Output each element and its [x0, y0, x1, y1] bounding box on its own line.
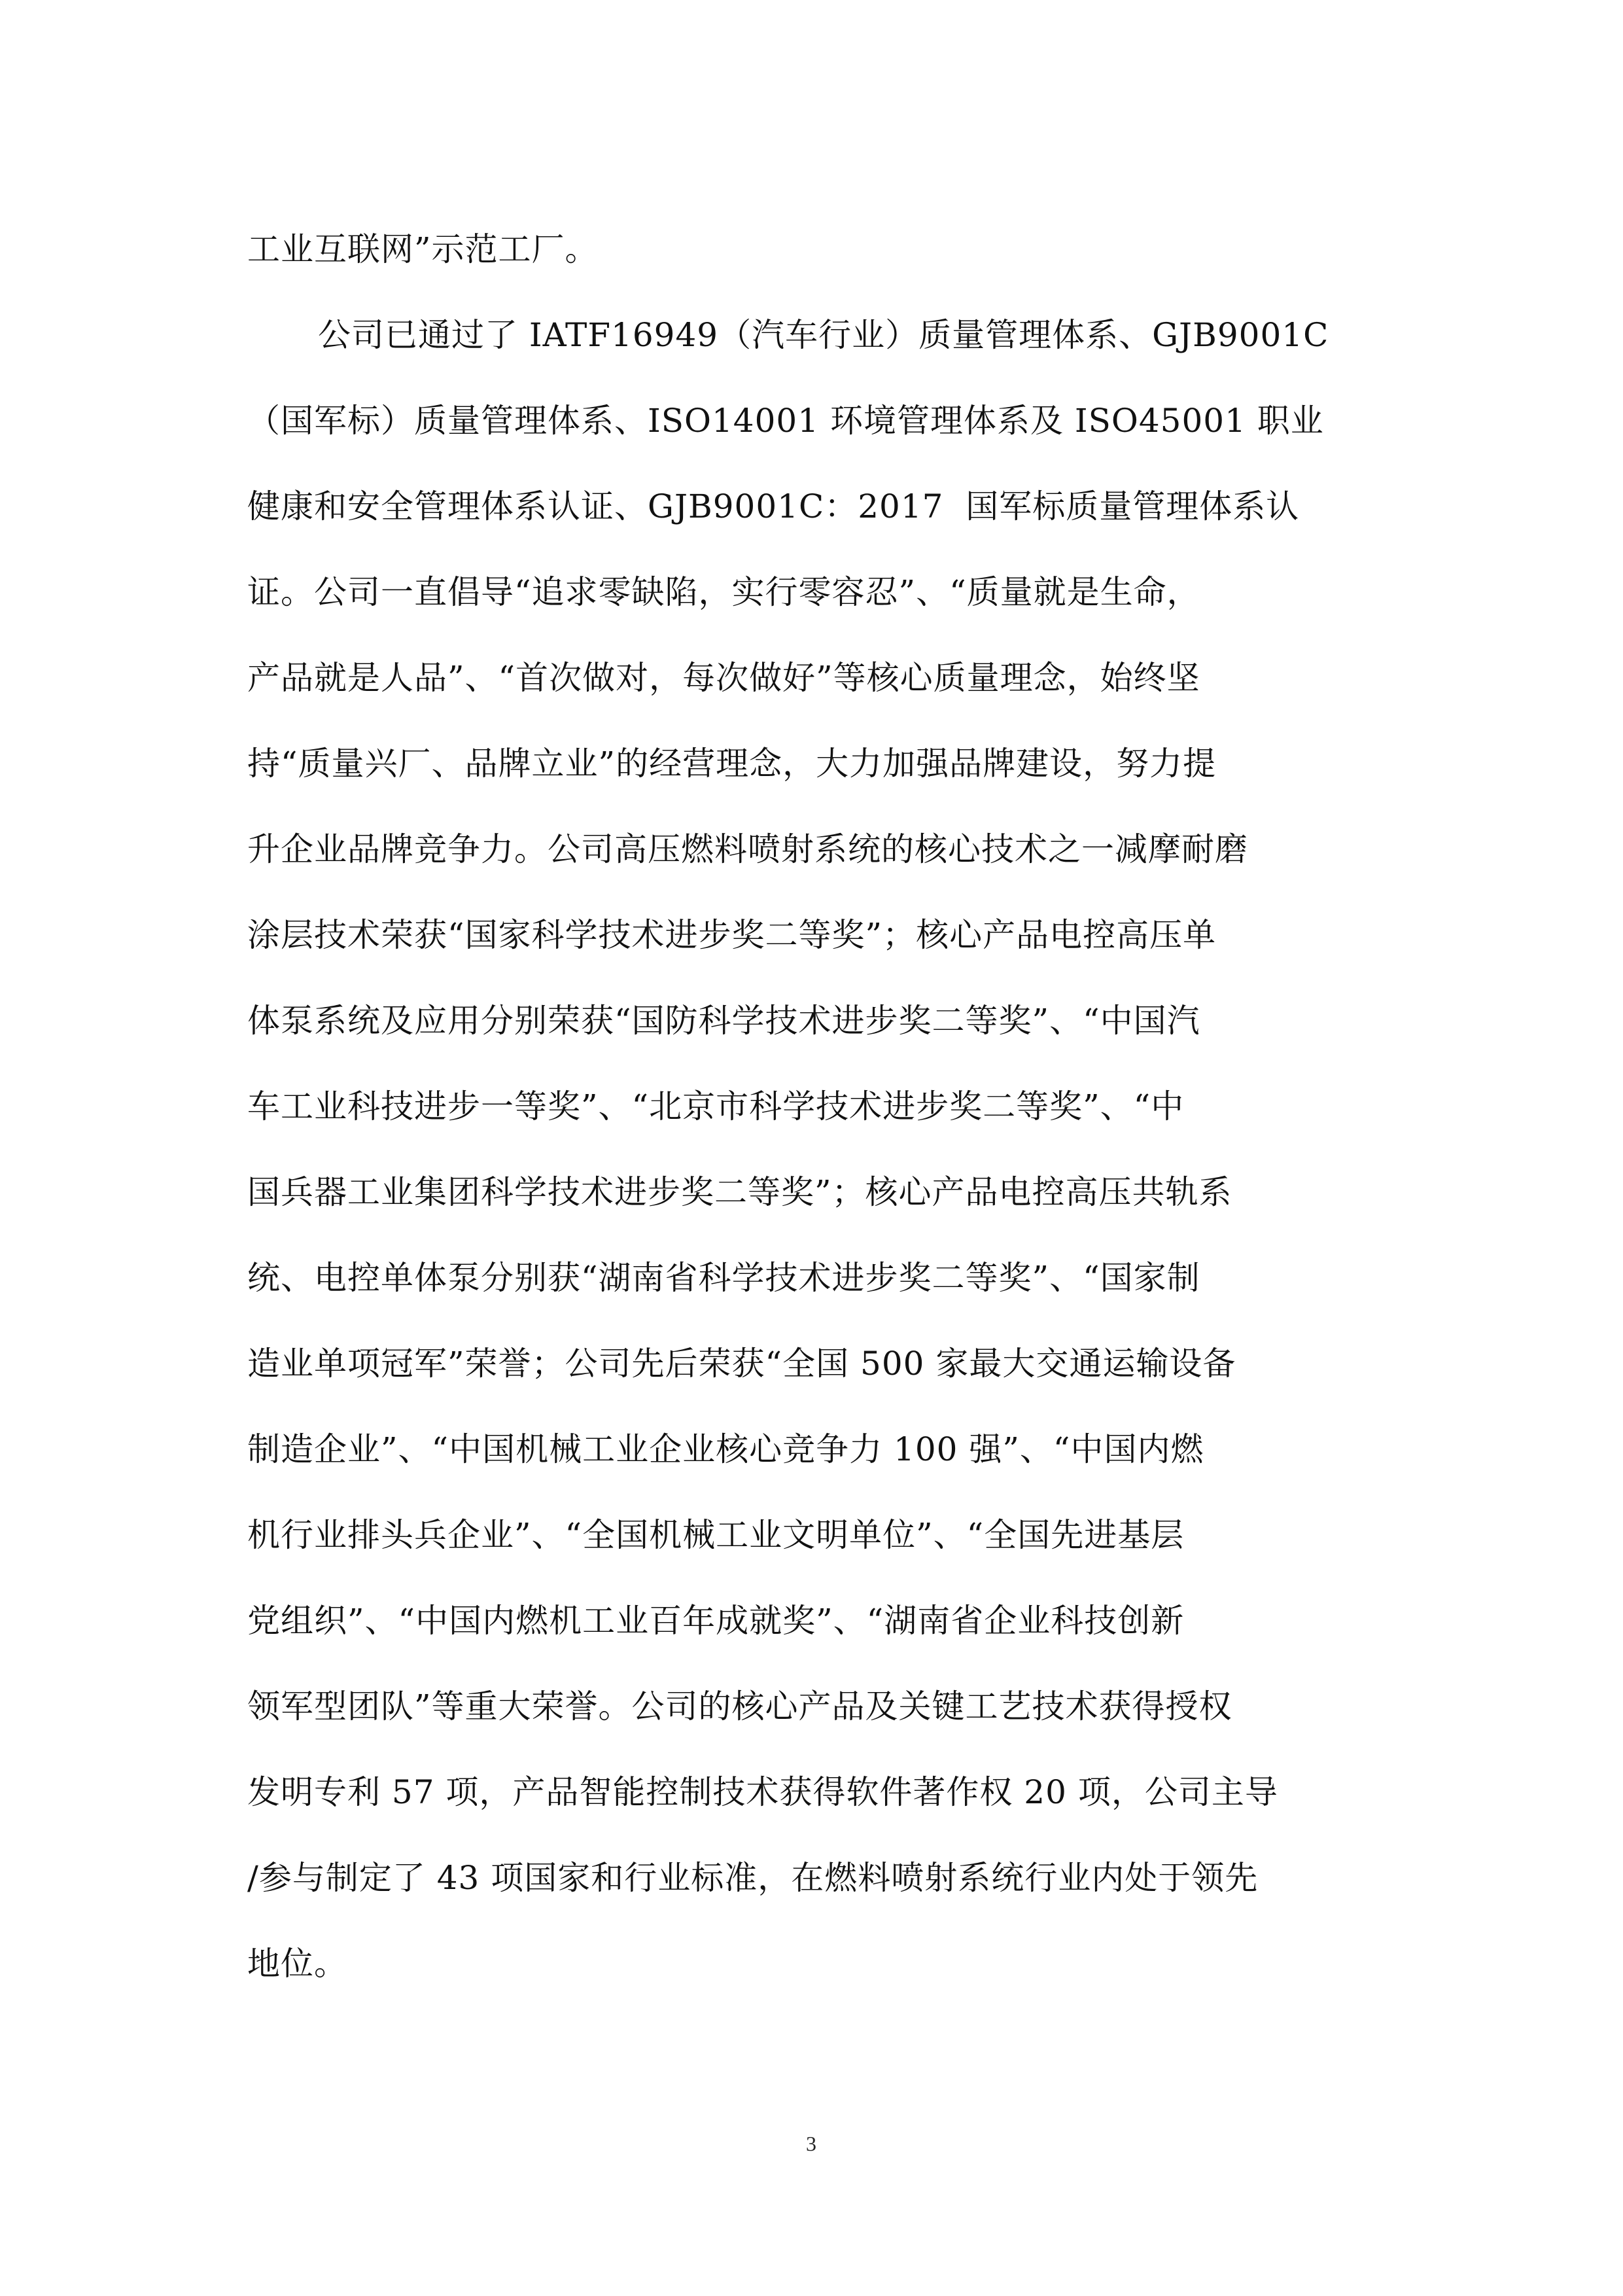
- paragraph-line: 涂层技术荣获“国家科学技术进步奖二等奖”；核心产品电控高压单: [247, 916, 1217, 954]
- paragraph-line: 车工业科技进步一等奖”、“北京市科学技术进步奖二等奖”、“中: [247, 1087, 1185, 1125]
- paragraph-line: 造业单项冠军”荣誉；公司先后荣获“全国 500 家最大交通运输设备: [247, 1345, 1236, 1383]
- paragraph-line: 发明专利 57 项，产品智能控制技术获得软件著作权 20 项，公司主导: [247, 1773, 1278, 1811]
- paragraph-line: 工业互联网”示范工厂。: [247, 230, 599, 268]
- page-number: 3: [806, 2132, 816, 2155]
- paragraph-line: 产品就是人品”、“首次做对，每次做好”等核心质量理念，始终坚: [247, 659, 1200, 697]
- paragraph-line: 证。公司一直倡导“追求零缺陷，实行零容忍”、“质量就是生命，: [247, 573, 1200, 611]
- paragraph-line: 领军型团队”等重大荣誉。公司的核心产品及关键工艺技术获得授权: [247, 1687, 1232, 1725]
- paragraph-line: 健康和安全管理体系认证、GJB9001C：2017 国军标质量管理体系认: [247, 487, 1300, 525]
- paragraph-line: 党组织”、“中国内燃机工业百年成就奖”、“湖南省企业科技创新: [247, 1602, 1185, 1640]
- paragraph-line: 公司已通过了 IATF16949（汽车行业）质量管理体系、GJB9001C: [318, 316, 1329, 354]
- paragraph-line: /参与制定了 43 项国家和行业标准，在燃料喷射系统行业内处于领先: [247, 1859, 1259, 1897]
- paragraph-line: 持“质量兴厂、品牌立业”的经营理念，大力加强品牌建设，努力提: [247, 745, 1217, 783]
- paragraph-line: 国兵器工业集团科学技术进步奖二等奖”；核心产品电控高压共轨系: [247, 1173, 1232, 1211]
- body-text: [247, 207, 1386, 2007]
- paragraph-line: 地位。: [247, 1945, 347, 1983]
- paragraph-line: 体泵系统及应用分别荣获“国防科学技术进步奖二等奖”、“中国汽: [247, 1002, 1200, 1040]
- paragraph-line: 机行业排头兵企业”、“全国机械工业文明单位”、“全国先进基层: [247, 1516, 1185, 1554]
- paragraph-line: （国军标）质量管理体系、ISO14001 环境管理体系及 ISO45001 职业: [247, 402, 1324, 440]
- paragraph-line: 统、电控单体泵分别获“湖南省科学技术进步奖二等奖”、“国家制: [247, 1259, 1200, 1297]
- paragraph-line: 升企业品牌竞争力。公司高压燃料喷射系统的核心技术之一减摩耐磨: [247, 830, 1248, 868]
- paragraph-line: 制造企业”、“中国机械工业企业核心竞争力 100 强”、“中国内燃: [247, 1430, 1204, 1468]
